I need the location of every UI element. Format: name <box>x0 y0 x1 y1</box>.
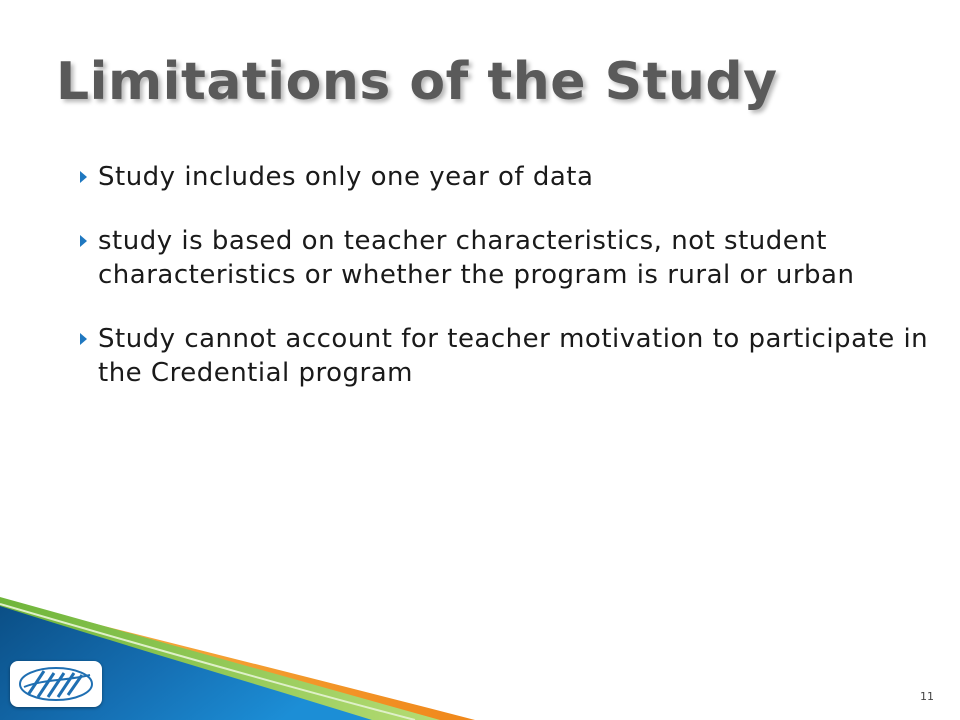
bullet-text: study is based on teacher characteristics, not student characteristics or whether the program is rural or urban <box>98 226 855 290</box>
list-item <box>72 160 932 194</box>
triangle-right-icon <box>80 171 87 183</box>
bullet-list <box>72 160 932 420</box>
bullet-text: Study includes only one year of data <box>98 162 594 192</box>
list-item <box>72 224 932 292</box>
slide-title: Limitations of the Study <box>56 52 778 112</box>
page-number: 11 <box>920 690 934 703</box>
triangle-right-icon <box>80 333 87 345</box>
logo-icon <box>10 661 102 707</box>
triangle-right-icon <box>80 235 87 247</box>
bullet-text: Study cannot account for teacher motivation to participate in the Credential program <box>98 324 929 388</box>
list-item <box>72 322 932 390</box>
